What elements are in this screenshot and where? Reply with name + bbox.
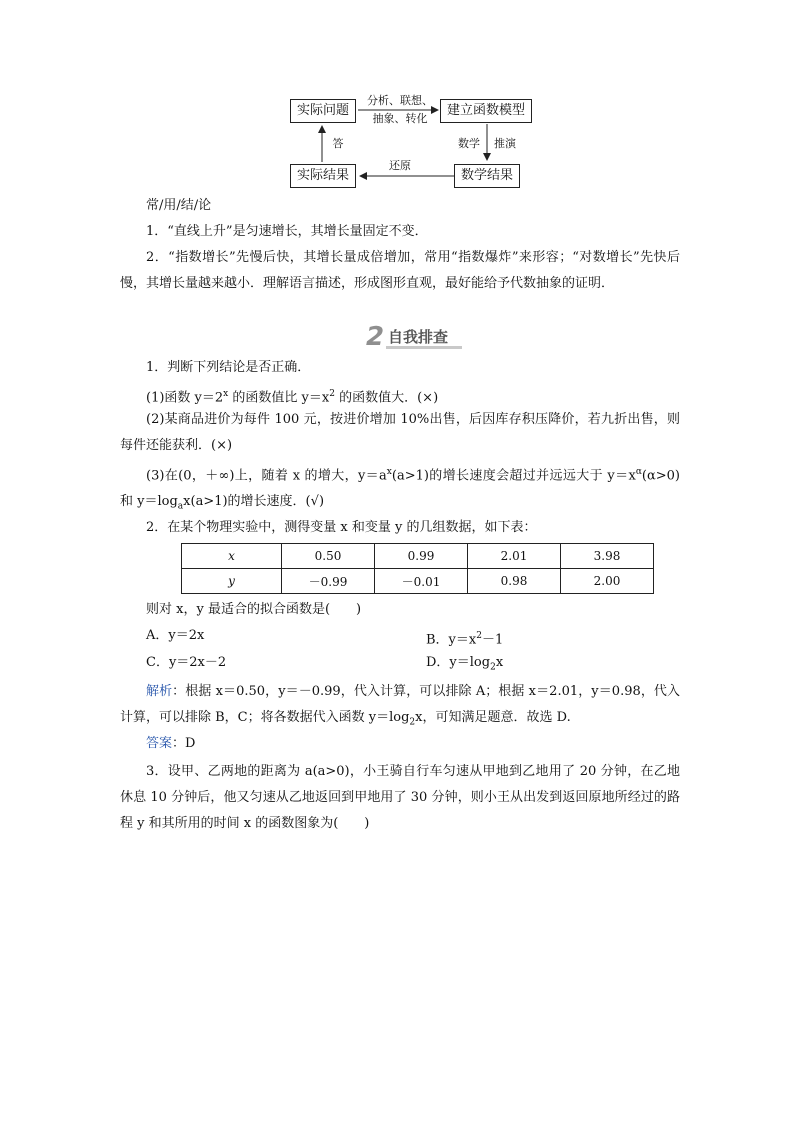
table-cell: 2.01 (468, 544, 561, 569)
q2-option-a: A．y＝2x (146, 628, 205, 643)
flow-label-analyze: 分析、联想、 (367, 94, 433, 107)
q1-statement-2: (2)某商品进价为每件 100 元，按进价增加 10%出售，后因库存积压降价，若九折出售，则每件还能获利．(×) (120, 412, 680, 453)
q1-stem: 1．判断下列结论是否正确． (146, 360, 311, 375)
q2-data-table (181, 543, 654, 594)
flow-box-build-model: 建立函数模型 (440, 99, 532, 123)
analysis-label: 解析 (146, 684, 173, 699)
table-row-y (182, 569, 654, 594)
table-cell: －0.99 (282, 569, 375, 594)
answer-label: 答案 (146, 736, 173, 751)
conclusion-item-1: 1．“直线上升”是匀速增长，其增长量固定不变． (146, 224, 428, 239)
table-cell: －0.01 (375, 569, 468, 594)
conclusion-item-2: 2．“指数增长”先慢后快，其增长量成倍增加，常用“指数爆炸”来形容；“对数增长”先快后慢，其增长量越来越小．理解语言描述，形成图形直观，最好能给予代数抽象的证明． (120, 250, 680, 291)
flow-label-math: 数学 (458, 137, 480, 150)
q1-s1-mark: × (422, 390, 434, 406)
table-row-x (182, 544, 654, 569)
flow-label-restore: 还原 (389, 159, 411, 172)
q3-stem: 3．设甲、乙两地的距离为 a(a>0)，小王骑自行车匀速从甲地到乙地用了 20 分钟，在乙地休息 10 分钟后，他又匀速从乙地返回到甲地用了 30 分钟，则小王从出发到返回原地所经过的路程 y 和其所用的时间 x 的函数图象为( ) (120, 764, 680, 831)
flow-box-math-result: 数学结果 (454, 164, 520, 188)
q1-statement-3: (3)在(0，＋∞)上，随着 x 的增大，$y=a^x(a>1)$的增长速度会超过并远远大于 $y=x^\alpha(\alpha>0)$和 $y=\log_ax(a>1)$的增长速度．(√) (120, 467, 680, 512)
q1-s2-mark: × (216, 438, 227, 453)
q1-s3-mark: √ (310, 494, 319, 510)
table-cell: 0.98 (468, 569, 561, 594)
q1-statement-1: (1)函数 $y=2^x$ 的函数值比 $y=x^2$ 的函数值大．(×) (146, 389, 439, 406)
flow-box-actual-result: 实际结果 (290, 164, 356, 188)
table-cell: x (182, 544, 282, 569)
q2-ask: 则对 x，y 最适合的拟合函数是( ) (146, 602, 362, 617)
q2-stem: 2．在某个物理实验中，测得变量 x 和变量 y 的几组数据，如下表： (146, 520, 537, 535)
section-underline (386, 346, 462, 349)
flow-label-deduce: 推演 (494, 137, 516, 150)
flow-label-abstract: 抽象、转化 (372, 112, 428, 125)
flow-box-actual-problem: 实际问题 (290, 99, 356, 123)
section-title: 自我排查 (388, 328, 449, 346)
conclusion-title: 常/用/结/论 (146, 198, 212, 213)
section-number: 2 (366, 322, 385, 352)
table-cell: 0.50 (282, 544, 375, 569)
q2-option-d: D．$y=\log_2x$ (426, 655, 504, 673)
table-cell: y (182, 569, 282, 594)
table-cell: 2.00 (561, 569, 654, 594)
q2-answer: 答案：D (146, 736, 196, 751)
q2-option-c: C．y＝2x－2 (146, 655, 227, 670)
q2-analysis: 解析：根据 x＝0.50，y＝－0.99，代入计算，可以排除 A；根据 x＝2.01，y＝0.98，代入计算，可以排除 B，C；将各数据代入函数 $y=\log_2x$，可知满足题意．故选 D. (120, 684, 680, 728)
table-cell: 3.98 (561, 544, 654, 569)
table-cell: 0.99 (375, 544, 468, 569)
section-heading-self-check (366, 322, 462, 352)
flow-label-answer: 答 (332, 137, 344, 150)
q2-option-b: B．$y=x^2-1$ (426, 631, 504, 648)
